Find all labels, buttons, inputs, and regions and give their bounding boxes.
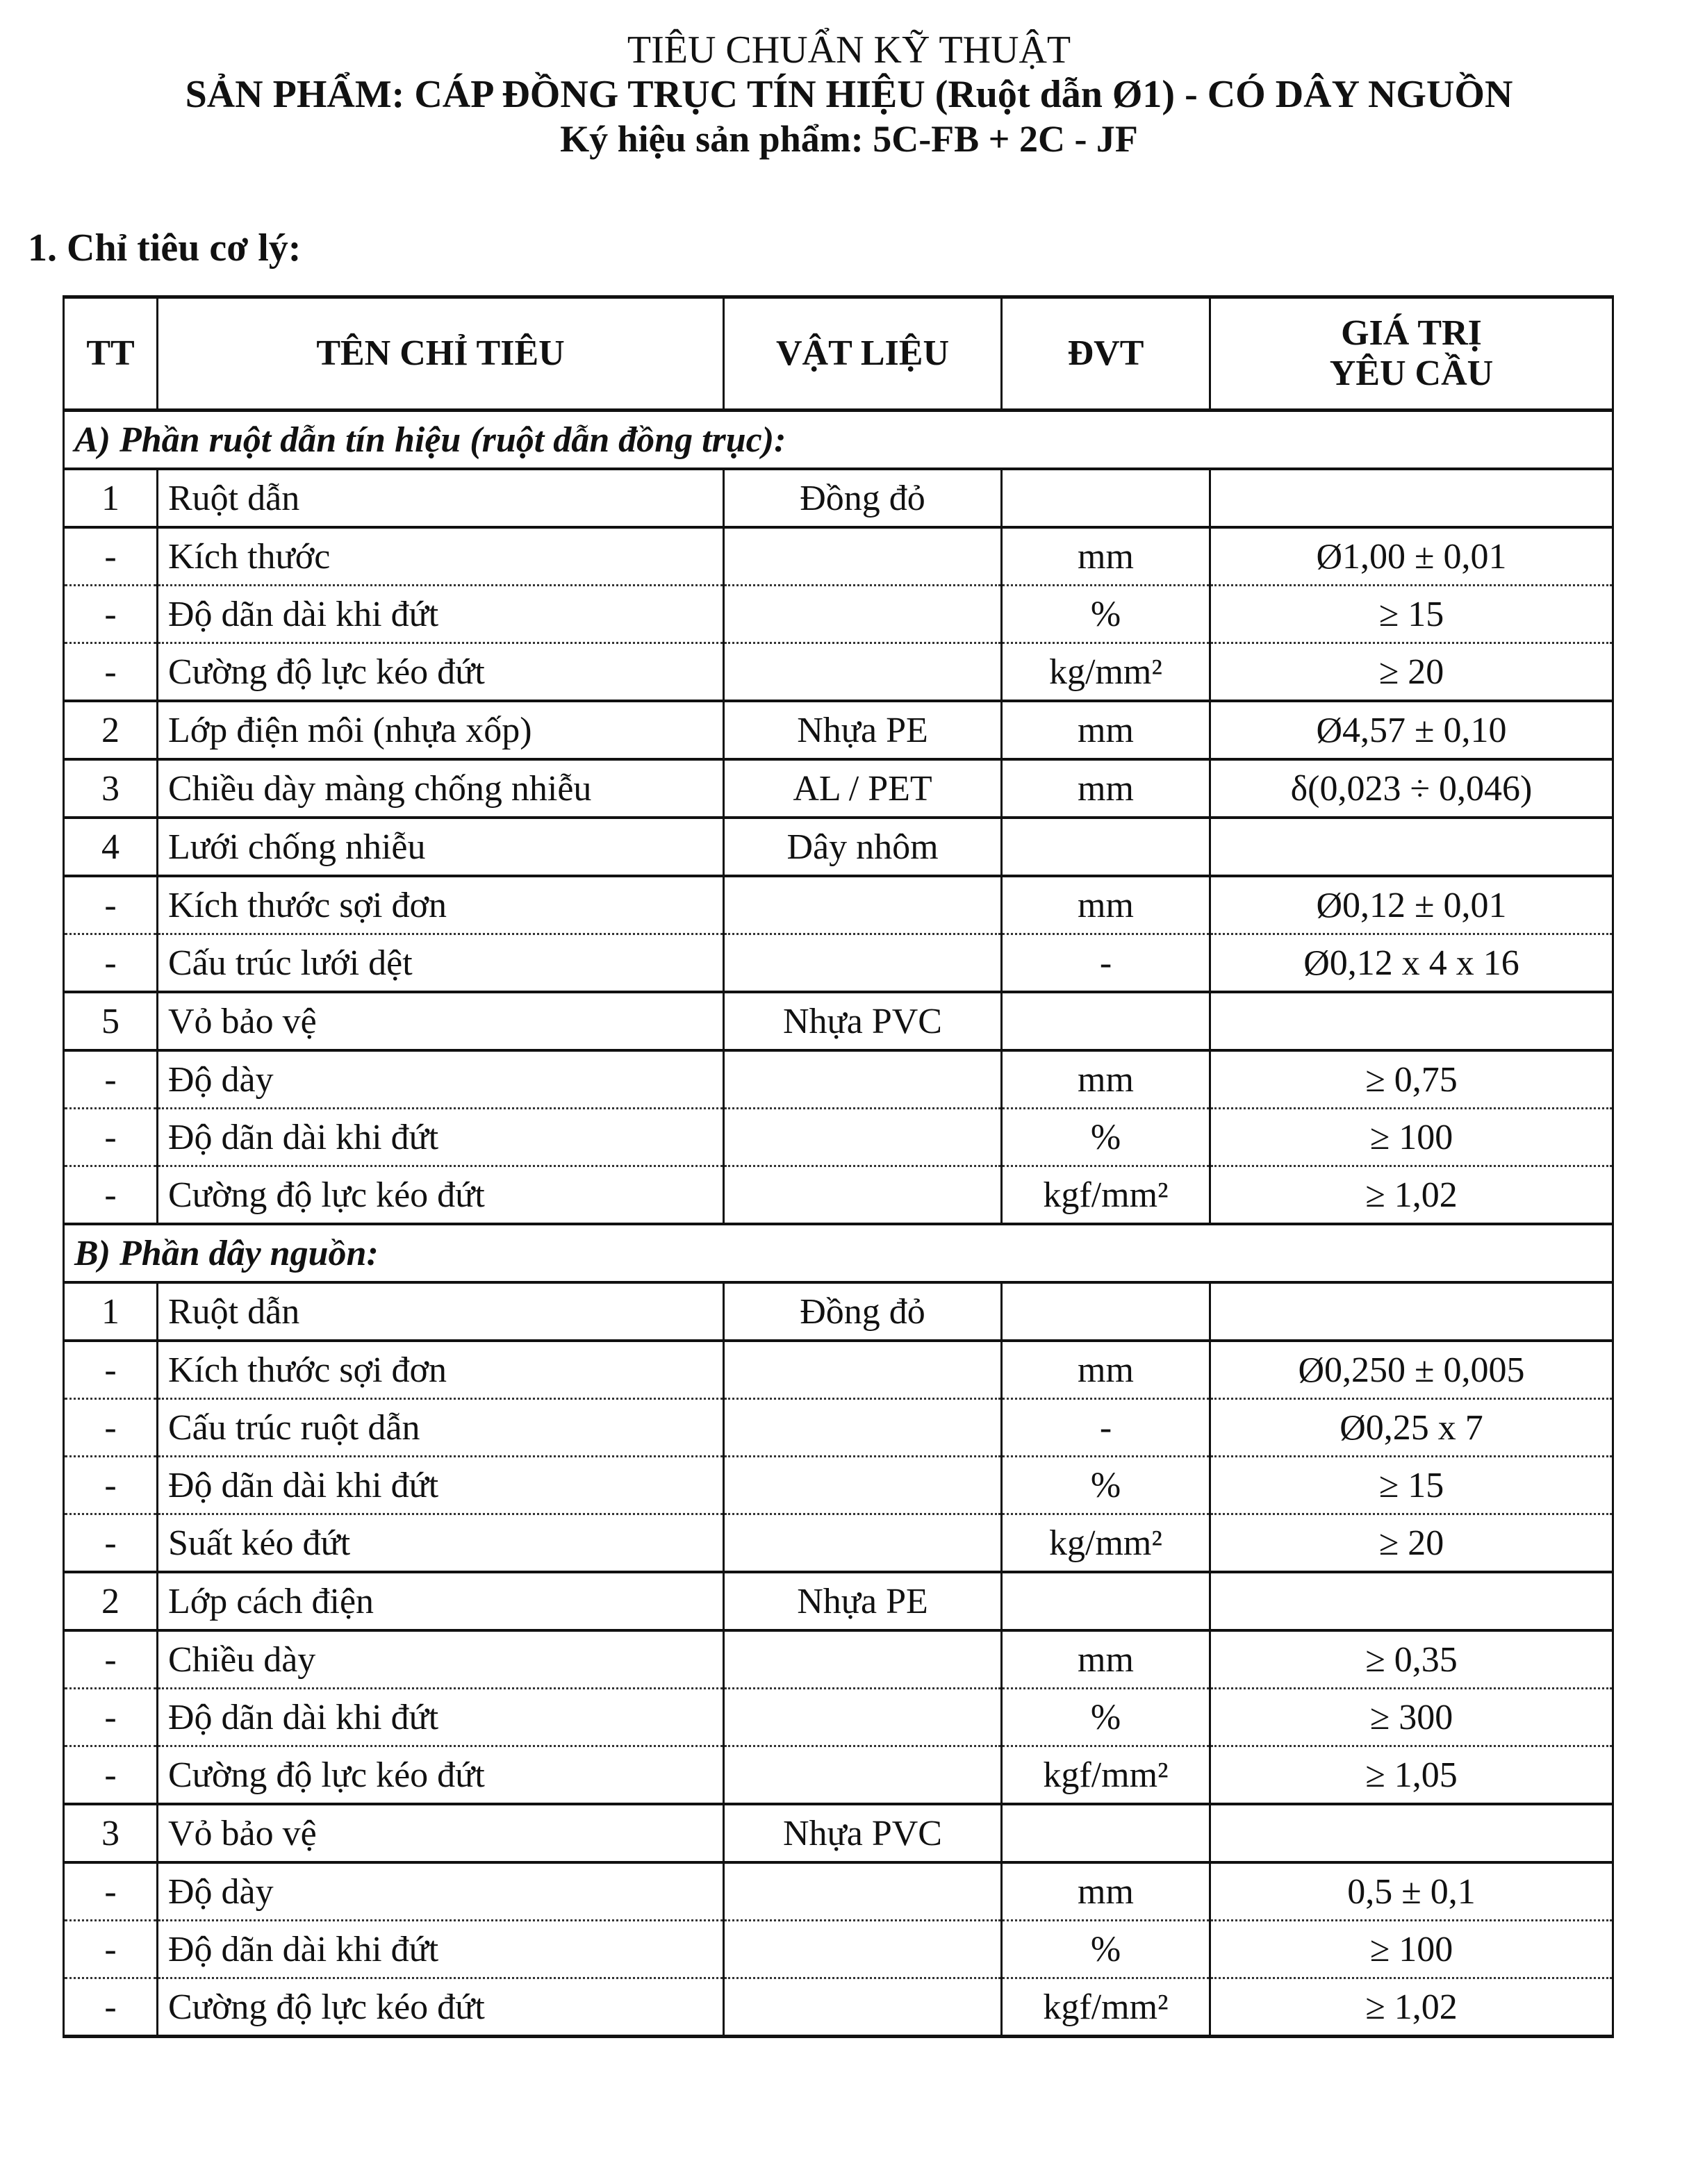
cell-value: Ø4,57 ± 0,10 bbox=[1210, 701, 1613, 759]
cell-value: Ø0,12 ± 0,01 bbox=[1210, 876, 1613, 934]
table-row bbox=[64, 818, 1613, 876]
cell-unit: kgf/mm² bbox=[1002, 1166, 1210, 1225]
table-row bbox=[64, 1862, 1613, 1921]
cell-material bbox=[724, 1457, 1002, 1514]
cell-unit: - bbox=[1002, 1399, 1210, 1457]
cell-tt: 4 bbox=[64, 818, 158, 876]
cell-unit: kg/mm² bbox=[1002, 1514, 1210, 1573]
cell-name: Chiều dày màng chống nhiễu bbox=[158, 759, 724, 818]
table-row bbox=[64, 1166, 1613, 1225]
cell-name: Độ dày bbox=[158, 1050, 724, 1109]
cell-tt: - bbox=[64, 1630, 158, 1689]
cell-material bbox=[724, 1341, 1002, 1399]
cell-material: Nhựa PVC bbox=[724, 992, 1002, 1050]
cell-value bbox=[1210, 992, 1613, 1050]
table-row bbox=[64, 759, 1613, 818]
cell-tt: - bbox=[64, 1978, 158, 2037]
cell-value: ≥ 300 bbox=[1210, 1689, 1613, 1746]
cell-value: Ø0,12 x 4 x 16 bbox=[1210, 934, 1613, 993]
cell-value bbox=[1210, 1282, 1613, 1341]
column-header-material: VẬT LIỆU bbox=[724, 297, 1002, 411]
cell-material: Nhựa PVC bbox=[724, 1804, 1002, 1862]
cell-unit: mm bbox=[1002, 701, 1210, 759]
cell-unit: mm bbox=[1002, 527, 1210, 586]
cell-tt: - bbox=[64, 527, 158, 586]
cell-tt: - bbox=[64, 876, 158, 934]
column-header-tt: TT bbox=[64, 297, 158, 411]
table-row bbox=[64, 586, 1613, 643]
cell-value: ≥ 15 bbox=[1210, 586, 1613, 643]
cell-value: ≥ 1,02 bbox=[1210, 1166, 1613, 1225]
product-name: SẢN PHẨM: CÁP ĐỒNG TRỤC TÍN HIỆU (Ruột dẫn Ø1) - CÓ DÂY NGUỒN bbox=[185, 73, 1513, 116]
cell-tt: - bbox=[64, 1399, 158, 1457]
cell-name: Cấu trúc ruột dẫn bbox=[158, 1399, 724, 1457]
cell-value: ≥ 1,02 bbox=[1210, 1978, 1613, 2037]
cell-material bbox=[724, 1166, 1002, 1225]
cell-name: Cường độ lực kéo đứt bbox=[158, 1166, 724, 1225]
table-row bbox=[64, 1050, 1613, 1109]
cell-unit: kg/mm² bbox=[1002, 643, 1210, 702]
cell-name: Kích thước sợi đơn bbox=[158, 1341, 724, 1399]
spec-table bbox=[63, 295, 1614, 2038]
cell-name: Độ dày bbox=[158, 1862, 724, 1921]
cell-name: Kích thước bbox=[158, 527, 724, 586]
cell-material bbox=[724, 1921, 1002, 1978]
document-title: TIÊU CHUẨN KỸ THUẬT bbox=[627, 28, 1071, 72]
cell-material: Đồng đỏ bbox=[724, 469, 1002, 527]
cell-tt: 2 bbox=[64, 1572, 158, 1630]
cell-unit: kgf/mm² bbox=[1002, 1978, 1210, 2037]
cell-unit: % bbox=[1002, 1109, 1210, 1166]
table-row bbox=[64, 992, 1613, 1050]
cell-tt: 1 bbox=[64, 1282, 158, 1341]
cell-tt: - bbox=[64, 1166, 158, 1225]
table-row bbox=[64, 1804, 1613, 1862]
cell-tt: 1 bbox=[64, 469, 158, 527]
column-header-value-line1: GIÁ TRỊ bbox=[1341, 313, 1482, 353]
cell-name: Ruột dẫn bbox=[158, 1282, 724, 1341]
table-row bbox=[64, 1399, 1613, 1457]
cell-unit: mm bbox=[1002, 1050, 1210, 1109]
cell-value: Ø0,250 ± 0,005 bbox=[1210, 1341, 1613, 1399]
table-row bbox=[64, 1689, 1613, 1746]
table-row bbox=[64, 1630, 1613, 1689]
cell-value: δ(0,023 ÷ 0,046) bbox=[1210, 759, 1613, 818]
cell-tt: - bbox=[64, 1514, 158, 1573]
cell-value bbox=[1210, 818, 1613, 876]
table-row bbox=[64, 469, 1613, 527]
table-row bbox=[64, 1514, 1613, 1573]
cell-unit: kgf/mm² bbox=[1002, 1746, 1210, 1805]
cell-unit bbox=[1002, 1804, 1210, 1862]
cell-value: ≥ 15 bbox=[1210, 1457, 1613, 1514]
group-title: A) Phần ruột dẫn tín hiệu (ruột dẫn đồng trục): bbox=[64, 411, 1613, 470]
section-heading: 1. Chỉ tiêu cơ lý: bbox=[28, 226, 302, 270]
cell-value: ≥ 0,75 bbox=[1210, 1050, 1613, 1109]
cell-unit: mm bbox=[1002, 1341, 1210, 1399]
cell-value: 0,5 ± 0,1 bbox=[1210, 1862, 1613, 1921]
cell-material bbox=[724, 527, 1002, 586]
cell-name: Suất kéo đứt bbox=[158, 1514, 724, 1573]
group-header-row bbox=[64, 411, 1613, 470]
cell-tt: - bbox=[64, 586, 158, 643]
table-row bbox=[64, 1282, 1613, 1341]
cell-unit bbox=[1002, 1282, 1210, 1341]
cell-value bbox=[1210, 1804, 1613, 1862]
cell-tt: - bbox=[64, 643, 158, 702]
cell-material bbox=[724, 1689, 1002, 1746]
cell-material bbox=[724, 1399, 1002, 1457]
cell-tt: - bbox=[64, 1457, 158, 1514]
table-row bbox=[64, 527, 1613, 586]
cell-name: Lớp điện môi (nhựa xốp) bbox=[158, 701, 724, 759]
cell-value: Ø1,00 ± 0,01 bbox=[1210, 527, 1613, 586]
column-header-value-line2: YÊU CẦU bbox=[1329, 354, 1494, 393]
cell-tt: 2 bbox=[64, 701, 158, 759]
cell-unit bbox=[1002, 469, 1210, 527]
product-symbol: Ký hiệu sản phẩm: 5C-FB + 2C - JF bbox=[560, 118, 1138, 160]
cell-value: ≥ 100 bbox=[1210, 1921, 1613, 1978]
cell-tt: - bbox=[64, 1921, 158, 1978]
cell-material bbox=[724, 1050, 1002, 1109]
cell-material: AL / PET bbox=[724, 759, 1002, 818]
document-title-block bbox=[0, 28, 1698, 161]
cell-tt: - bbox=[64, 1689, 158, 1746]
cell-name: Chiều dày bbox=[158, 1630, 724, 1689]
cell-name: Độ dãn dài khi đứt bbox=[158, 1921, 724, 1978]
cell-name: Độ dãn dài khi đứt bbox=[158, 1689, 724, 1746]
cell-name: Cường độ lực kéo đứt bbox=[158, 643, 724, 702]
cell-unit: mm bbox=[1002, 876, 1210, 934]
spec-table-body bbox=[64, 411, 1613, 2037]
column-header-unit: ĐVT bbox=[1002, 297, 1210, 411]
cell-value: ≥ 20 bbox=[1210, 1514, 1613, 1573]
cell-unit: mm bbox=[1002, 1862, 1210, 1921]
table-row bbox=[64, 934, 1613, 993]
table-row bbox=[64, 1572, 1613, 1630]
cell-unit bbox=[1002, 818, 1210, 876]
column-header-value bbox=[1210, 297, 1613, 411]
cell-name: Kích thước sợi đơn bbox=[158, 876, 724, 934]
cell-material bbox=[724, 1862, 1002, 1921]
cell-tt: 3 bbox=[64, 1804, 158, 1862]
table-row bbox=[64, 701, 1613, 759]
table-row bbox=[64, 1457, 1613, 1514]
cell-name: Ruột dẫn bbox=[158, 469, 724, 527]
table-row bbox=[64, 1341, 1613, 1399]
cell-unit: mm bbox=[1002, 1630, 1210, 1689]
cell-material bbox=[724, 1978, 1002, 2037]
table-row bbox=[64, 1746, 1613, 1805]
cell-name: Cường độ lực kéo đứt bbox=[158, 1746, 724, 1805]
cell-unit: % bbox=[1002, 586, 1210, 643]
cell-tt: 3 bbox=[64, 759, 158, 818]
cell-unit: % bbox=[1002, 1921, 1210, 1978]
cell-tt: - bbox=[64, 1109, 158, 1166]
cell-material bbox=[724, 1630, 1002, 1689]
cell-unit: % bbox=[1002, 1689, 1210, 1746]
cell-material: Nhựa PE bbox=[724, 1572, 1002, 1630]
cell-material: Dây nhôm bbox=[724, 818, 1002, 876]
cell-material bbox=[724, 934, 1002, 993]
cell-material bbox=[724, 1514, 1002, 1573]
cell-name: Độ dãn dài khi đứt bbox=[158, 1457, 724, 1514]
cell-value: ≥ 20 bbox=[1210, 643, 1613, 702]
cell-value bbox=[1210, 469, 1613, 527]
cell-tt: 5 bbox=[64, 992, 158, 1050]
table-row bbox=[64, 876, 1613, 934]
cell-material bbox=[724, 1746, 1002, 1805]
cell-material bbox=[724, 643, 1002, 702]
cell-name: Cường độ lực kéo đứt bbox=[158, 1978, 724, 2037]
cell-value: Ø0,25 x 7 bbox=[1210, 1399, 1613, 1457]
cell-value bbox=[1210, 1572, 1613, 1630]
group-header-row bbox=[64, 1224, 1613, 1282]
column-header-name: TÊN CHỈ TIÊU bbox=[158, 297, 724, 411]
table-header-row bbox=[64, 297, 1613, 411]
cell-unit bbox=[1002, 992, 1210, 1050]
cell-material: Nhựa PE bbox=[724, 701, 1002, 759]
cell-unit: mm bbox=[1002, 759, 1210, 818]
cell-tt: - bbox=[64, 1746, 158, 1805]
cell-name: Lưới chống nhiễu bbox=[158, 818, 724, 876]
cell-material bbox=[724, 586, 1002, 643]
cell-tt: - bbox=[64, 1862, 158, 1921]
cell-name: Độ dãn dài khi đứt bbox=[158, 1109, 724, 1166]
cell-value: ≥ 100 bbox=[1210, 1109, 1613, 1166]
cell-tt: - bbox=[64, 1341, 158, 1399]
cell-tt: - bbox=[64, 1050, 158, 1109]
table-row bbox=[64, 1921, 1613, 1978]
cell-value: ≥ 0,35 bbox=[1210, 1630, 1613, 1689]
cell-name: Lớp cách điện bbox=[158, 1572, 724, 1630]
table-row bbox=[64, 1109, 1613, 1166]
cell-name: Vỏ bảo vệ bbox=[158, 1804, 724, 1862]
cell-name: Cấu trúc lưới dệt bbox=[158, 934, 724, 993]
cell-material bbox=[724, 876, 1002, 934]
cell-name: Vỏ bảo vệ bbox=[158, 992, 724, 1050]
cell-unit bbox=[1002, 1572, 1210, 1630]
cell-material: Đồng đỏ bbox=[724, 1282, 1002, 1341]
cell-value: ≥ 1,05 bbox=[1210, 1746, 1613, 1805]
cell-name: Độ dãn dài khi đứt bbox=[158, 586, 724, 643]
cell-tt: - bbox=[64, 934, 158, 993]
table-row bbox=[64, 643, 1613, 702]
cell-unit: - bbox=[1002, 934, 1210, 993]
table-row bbox=[64, 1978, 1613, 2037]
group-title: B) Phần dây nguồn: bbox=[64, 1224, 1613, 1282]
cell-unit: % bbox=[1002, 1457, 1210, 1514]
cell-material bbox=[724, 1109, 1002, 1166]
